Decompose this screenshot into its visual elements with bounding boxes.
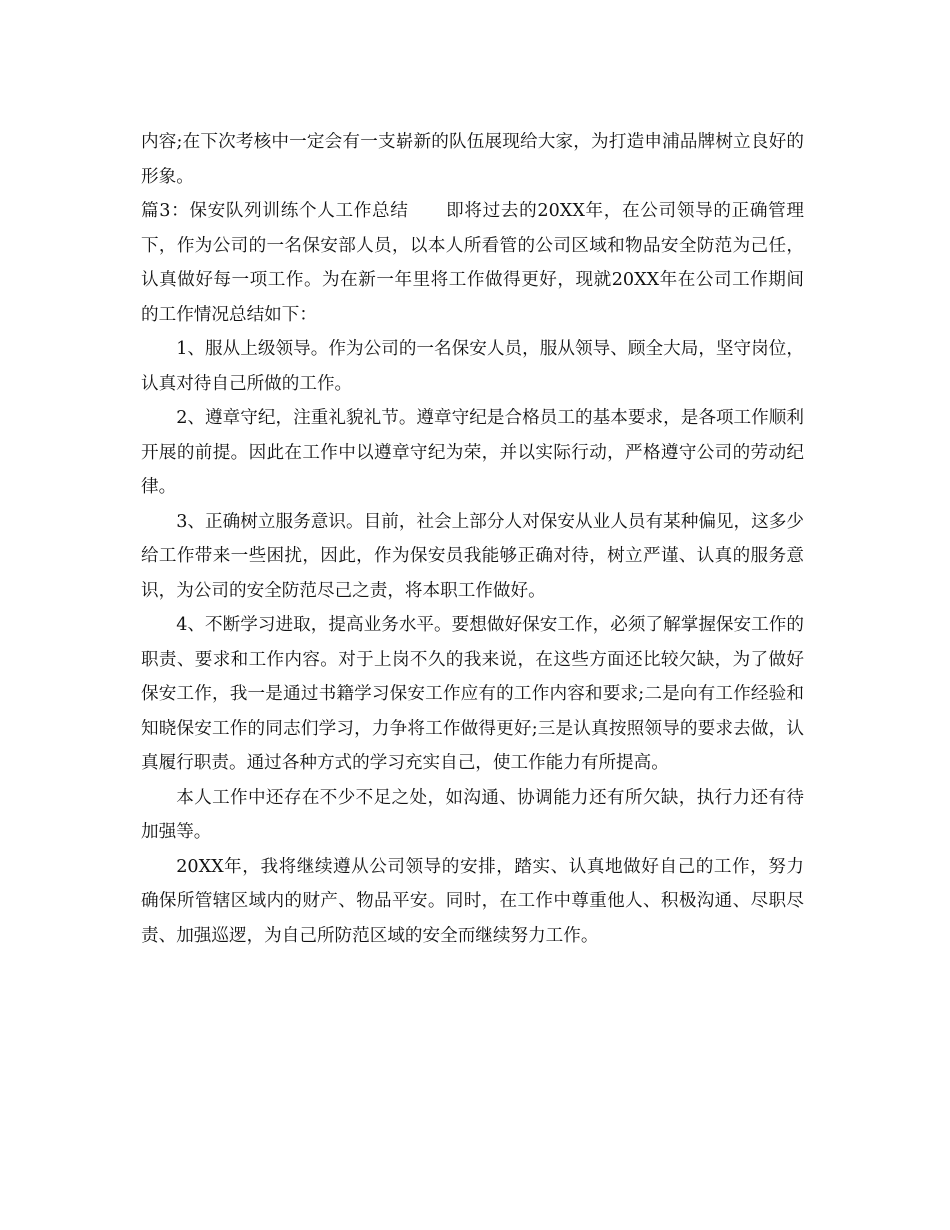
heading-spacer [409, 201, 447, 221]
paragraph-plan: 20XX年，我将继续遵从公司领导的安排，踏实、认真地做好自己的工作，努力确保所管辖区域内的财产、物品平安。同时，在工作中尊重他人、积极沟通、尽职尽责、加强巡逻，为自己所防范区域的安全而继续努力工作。 [141, 856, 804, 946]
paragraph-item-1: 1、服从上级领导。作为公司的一名保安人员，服从领导、顾全大局，坚守岗位，认真对待自己所做的工作。 [141, 339, 804, 394]
document-body [141, 125, 804, 953]
section-intro-text: 即将过去的20XX年，在公司领导的正确管理下，作为公司的一名保安部人员，以本人所看管的公司区域和物品安全防范为己任，认真做好每一项工作。为在新一年里将工作做得更好，现就20XX年在公司工作期间的工作情况总结如下： [141, 201, 804, 325]
paragraph-item-4: 4、不断学习进取，提高业务水平。要想做好保安工作，必须了解掌握保安工作的职责、要求和工作内容。对于上岗不久的我来说，在这些方面还比较欠缺，为了做好保安工作，我一是通过书籍学习保安工作应有的工作内容和要求;二是向有工作经验和知晓保安工作的同志们学习，力争将工作做得更好;三是认真按照领导的要求去做，认真履行职责。通过各种方式的学习充实自己，使工作能力有所提高。 [141, 615, 804, 773]
section-heading: 篇3：保安队列训练个人工作总结 [141, 201, 409, 221]
paragraph-shortcomings: 本人工作中还存在不少不足之处，如沟通、协调能力还有所欠缺，执行力还有待加强等。 [141, 787, 804, 842]
paragraph-item-2: 2、遵章守纪，注重礼貌礼节。遵章守纪是合格员工的基本要求，是各项工作顺利开展的前提。因此在工作中以遵章守纪为荣，并以实际行动，严格遵守公司的劳动纪律。 [141, 408, 804, 497]
paragraph-section-intro [141, 194, 804, 332]
paragraph-continuation: 内容;在下次考核中一定会有一支崭新的队伍展现给大家，为打造申浦品牌树立良好的形象。 [141, 132, 804, 187]
paragraph-item-3: 3、正确树立服务意识。目前，社会上部分人对保安从业人员有某种偏见，这多少给工作带来一些困扰，因此，作为保安员我能够正确对待，树立严谨、认真的服务意识，为公司的安全防范尽己之责，将本职工作做好。 [141, 511, 804, 601]
